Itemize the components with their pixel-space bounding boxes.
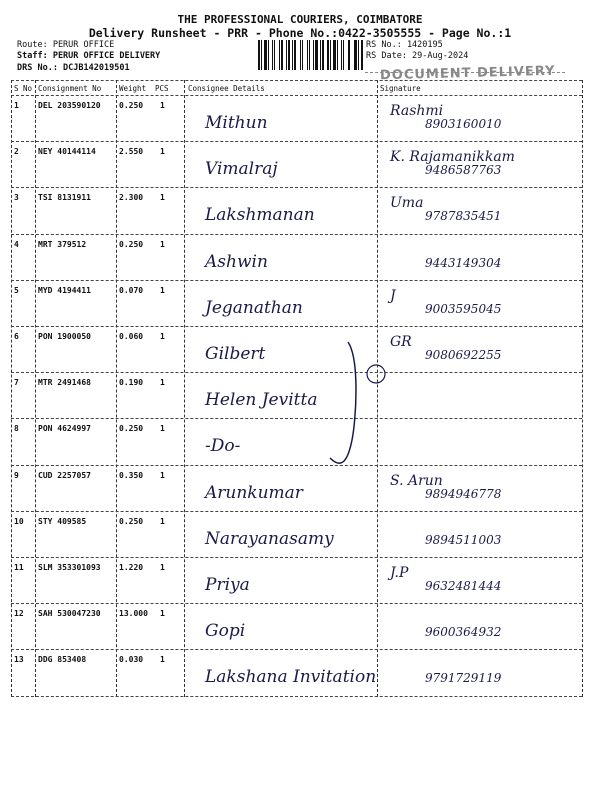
col-header-consignment: Consignment No [38, 84, 102, 93]
row-pcs: 1 [160, 424, 165, 434]
row-pcs: 1 [160, 470, 165, 480]
row-pcs: 1 [160, 378, 165, 388]
table-right-border [582, 80, 583, 697]
row-consignment-no: MRT 379512 [38, 239, 87, 249]
row-pcs: 1 [160, 147, 165, 157]
row-pcs: 1 [160, 609, 165, 619]
row-consignment-no: SAH 530047230 [38, 609, 101, 619]
col-header-signature: Signature [380, 84, 421, 93]
row-weight: 13.000 [119, 609, 148, 619]
row-sno: 1 [14, 101, 19, 110]
row-signature: J.P [390, 565, 409, 581]
row-consignee-name: -Do- [205, 436, 241, 457]
row-consignee-name: Jeganathan [205, 297, 303, 318]
row-sno: 6 [14, 332, 19, 341]
row-phone: 9632481444 [425, 579, 502, 593]
row-divider [11, 557, 582, 558]
row-phone: 8903160010 [425, 117, 502, 131]
row-phone: 9080692255 [425, 348, 502, 362]
drs-number: DRS No.: DCJB142019501 [17, 63, 130, 73]
row-divider [11, 696, 582, 697]
col-header-pcs: PCS [155, 84, 169, 93]
row-phone: 9791729119 [425, 671, 502, 686]
row-consignment-no: STY 409585 [38, 516, 87, 526]
row-signature: J [390, 287, 396, 304]
row-signature: K. Rajamanikkam [390, 149, 515, 166]
row-sno: 9 [14, 470, 19, 480]
row-pcs: 1 [160, 655, 165, 665]
row-consignee-name: Gopi [205, 621, 246, 642]
row-weight: 0.250 [119, 516, 144, 526]
row-weight: 0.250 [119, 101, 144, 110]
row-consignee-name: Priya [205, 575, 250, 595]
row-signature: GR [390, 334, 412, 350]
row-phone: 9003595045 [425, 301, 502, 316]
row-consignee-name: Helen Jevitta [205, 390, 318, 411]
row-pcs: 1 [160, 285, 165, 295]
row-sno: 4 [14, 239, 19, 249]
row-consignment-no: DEL 203590120 [38, 101, 101, 110]
row-divider [11, 141, 582, 142]
row-divider [11, 603, 582, 604]
row-consignment-no: SLM 353301093 [38, 563, 101, 572]
row-phone: 9894511003 [425, 532, 502, 547]
col-divider [184, 80, 185, 697]
row-weight: 0.030 [119, 655, 144, 665]
row-sno: 12 [14, 609, 24, 619]
col-divider [35, 80, 36, 697]
col-header-sno: S No [14, 84, 33, 93]
row-weight: 0.250 [119, 239, 144, 249]
row-consignment-no: NEY 40144114 [38, 147, 96, 157]
row-consignee-name: Lakshmanan [205, 205, 315, 226]
row-consignment-no: PON 4624997 [38, 424, 91, 434]
row-divider [11, 280, 582, 281]
document-delivery-stamp: DOCUMENT DELIVERY [379, 63, 556, 84]
row-phone: 9443149304 [425, 255, 502, 270]
row-divider [11, 372, 582, 373]
row-divider [11, 187, 582, 188]
row-consignee-name: Ashwin [205, 251, 268, 272]
col-divider [377, 80, 378, 697]
row-consignment-no: MYD 4194411 [38, 285, 91, 295]
row-sno: 8 [14, 424, 19, 434]
row-divider [11, 465, 582, 466]
row-weight: 0.070 [119, 285, 144, 295]
row-pcs: 1 [160, 193, 165, 203]
row-sno: 13 [14, 655, 24, 665]
row-consignment-no: PON 1900050 [38, 332, 91, 341]
runsheet-subtitle: Delivery Runsheet - PRR - Phone No.:0422-3505555 - Page No.:1 [88, 26, 512, 40]
row-weight: 2.550 [119, 147, 144, 157]
row-consignment-no: TSI 8131911 [38, 193, 91, 203]
barcode [258, 40, 364, 70]
row-consignment-no: CUD 2257057 [38, 470, 91, 480]
row-consignment-no: MTR 2491468 [38, 378, 91, 388]
company-title: THE PROFESSIONAL COURIERS, COIMBATORE [177, 13, 423, 26]
table-header-border [11, 95, 582, 96]
route-label: Route: PERUR OFFICE [17, 40, 115, 50]
row-weight: 2.300 [119, 193, 144, 203]
col-header-consignee: Consignee Details [188, 84, 265, 93]
row-signature: Rashmi [390, 103, 444, 119]
row-consignee-name: Gilbert [205, 344, 266, 364]
row-sno: 10 [14, 516, 24, 526]
row-consignee-name: Narayanasamy [205, 528, 334, 549]
row-consignee-name: Arunkumar [205, 482, 303, 503]
row-phone: 9787835451 [425, 209, 502, 224]
table-left-border [11, 80, 12, 697]
row-signature: S. Arun [390, 472, 443, 489]
rs-date: RS Date: 29-Aug-2024 [366, 51, 469, 61]
row-divider [11, 649, 582, 650]
row-sno: 7 [14, 378, 19, 388]
row-divider [11, 234, 582, 235]
row-consignee-name: Mithun [205, 113, 268, 133]
row-phone: 9600364932 [425, 625, 502, 640]
row-pcs: 1 [160, 516, 165, 526]
row-weight: 0.190 [119, 378, 144, 388]
row-weight: 0.060 [119, 332, 144, 341]
row-pcs: 1 [160, 101, 165, 110]
row-divider [11, 418, 582, 419]
row-weight: 0.350 [119, 470, 144, 480]
row-pcs: 1 [160, 332, 165, 341]
row-sno: 3 [14, 193, 19, 203]
row-consignee-name: Vimalraj [205, 159, 278, 180]
row-phone: 9486587763 [425, 163, 502, 178]
row-sno: 11 [14, 563, 24, 572]
row-weight: 1.220 [119, 563, 144, 572]
row-pcs: 1 [160, 239, 165, 249]
row-divider [11, 326, 582, 327]
row-sno: 5 [14, 285, 19, 295]
row-phone: 9894946778 [425, 486, 502, 501]
col-header-weight: Weight [119, 84, 147, 93]
row-consignee-name: Lakshana Invitation [205, 667, 377, 688]
row-signature: Uma [390, 195, 424, 212]
row-weight: 0.250 [119, 424, 144, 434]
row-pcs: 1 [160, 563, 165, 572]
row-divider [11, 511, 582, 512]
staff-label: Staff: PERUR OFFICE DELIVERY [17, 51, 161, 61]
table-top-border [11, 80, 582, 81]
row-consignment-no: DDG 853408 [38, 655, 87, 665]
col-divider [116, 80, 117, 697]
row-sno: 2 [14, 147, 19, 157]
rs-number: RS No.: 1420195 [366, 40, 443, 50]
